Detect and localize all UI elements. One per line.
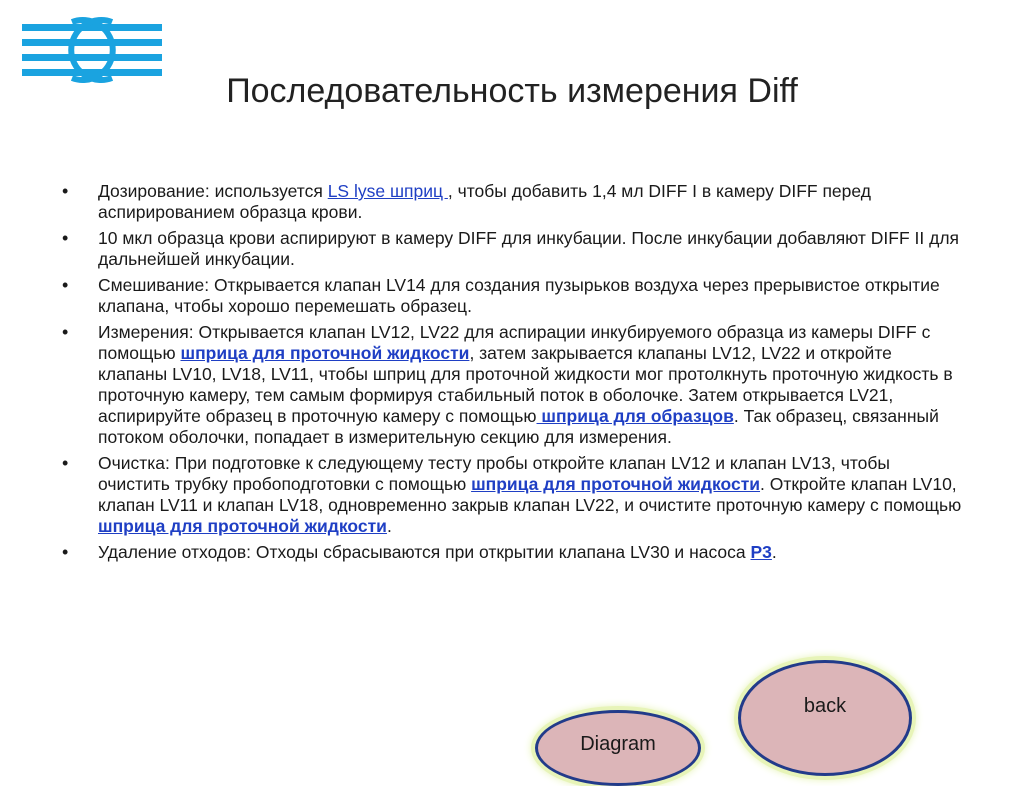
bullet-text: 10 мкл образца крови аспирируют в камеру DIFF для инкубации. После инкубации добавляют DIFF II для дальнейшей инкубации. (98, 228, 960, 269)
pump-p3-link[interactable]: P3 (750, 542, 772, 562)
diagram-button[interactable] (535, 710, 701, 786)
bullet-text: Удаление отходов: Отходы сбрасываются при открытии клапана LV30 и насоса (98, 542, 751, 562)
back-button[interactable] (738, 660, 912, 776)
sheath-syringe-link[interactable]: шприца для проточной жидкости (471, 474, 761, 494)
bullet-text: . Откройте клапан LV10, клапан LV11 и клапан LV18, одновременно закрыв клапан LV22, и очистите проточную камеру с помощью (98, 474, 962, 515)
bullet-text: . (771, 542, 777, 562)
bullet-text: . Так образец, связанный потоком оболочки, попадает в измерительную секцию для измерения. (98, 406, 939, 447)
bullet-text: , затем закрывается клапаны LV12, LV22 и откройте клапаны LV10, LV18, LV11, чтобы шприц для проточной жидкости мог протолкнуть проточную жидкость в проточную камеру, тем самым формируя стабильный поток в оболочке. Затем открывается LV21, аспирируйте образец в проточную камеру с помощью (98, 343, 953, 426)
bullet-text: Смешивание: Открывается клапан LV14 для создания пузырьков воздуха через прерывистое открытие клапана, чтобы хорошо перемешать образец. (98, 275, 940, 316)
sheath-syringe-link[interactable]: шприца для проточной жидкости (180, 343, 470, 363)
page-title: Последовательность измерения Diff (226, 72, 798, 110)
bullet-list-container (62, 181, 962, 568)
bullet-dosing (62, 181, 962, 223)
bullet-text: Измерения: Открывается клапан LV12, LV22 для аспирации инкубируемого образца из камеры DIFF с помощью (98, 322, 931, 363)
bullet-list (62, 181, 962, 563)
bullet-mixing (62, 275, 962, 317)
bullet-incubation (62, 228, 962, 270)
diagram-button-label: Diagram (580, 732, 656, 755)
lyse-syringe-link[interactable]: LS lyse шприц (327, 181, 448, 201)
back-button-label: back (803, 694, 847, 717)
sample-syringe-link[interactable]: шприца для образцов (536, 406, 734, 426)
bullet-text: Очистка: При подготовке к следующему тесту пробы откройте клапан LV12 и клапан LV13, чтобы очистить трубку пробоподготовки с помощью (98, 453, 890, 494)
bullet-text: . (386, 516, 392, 536)
bullet-measurement (62, 322, 962, 448)
sheath-syringe-link[interactable]: шприца для проточной жидкости (98, 516, 387, 536)
bullet-cleaning (62, 453, 962, 537)
bullet-text: Дозирование: используется (98, 181, 328, 201)
bullet-text: , чтобы добавить 1,4 мл DIFF I в камеру DIFF перед аспирированием образца крови. (98, 181, 871, 222)
bullet-waste (62, 542, 962, 563)
